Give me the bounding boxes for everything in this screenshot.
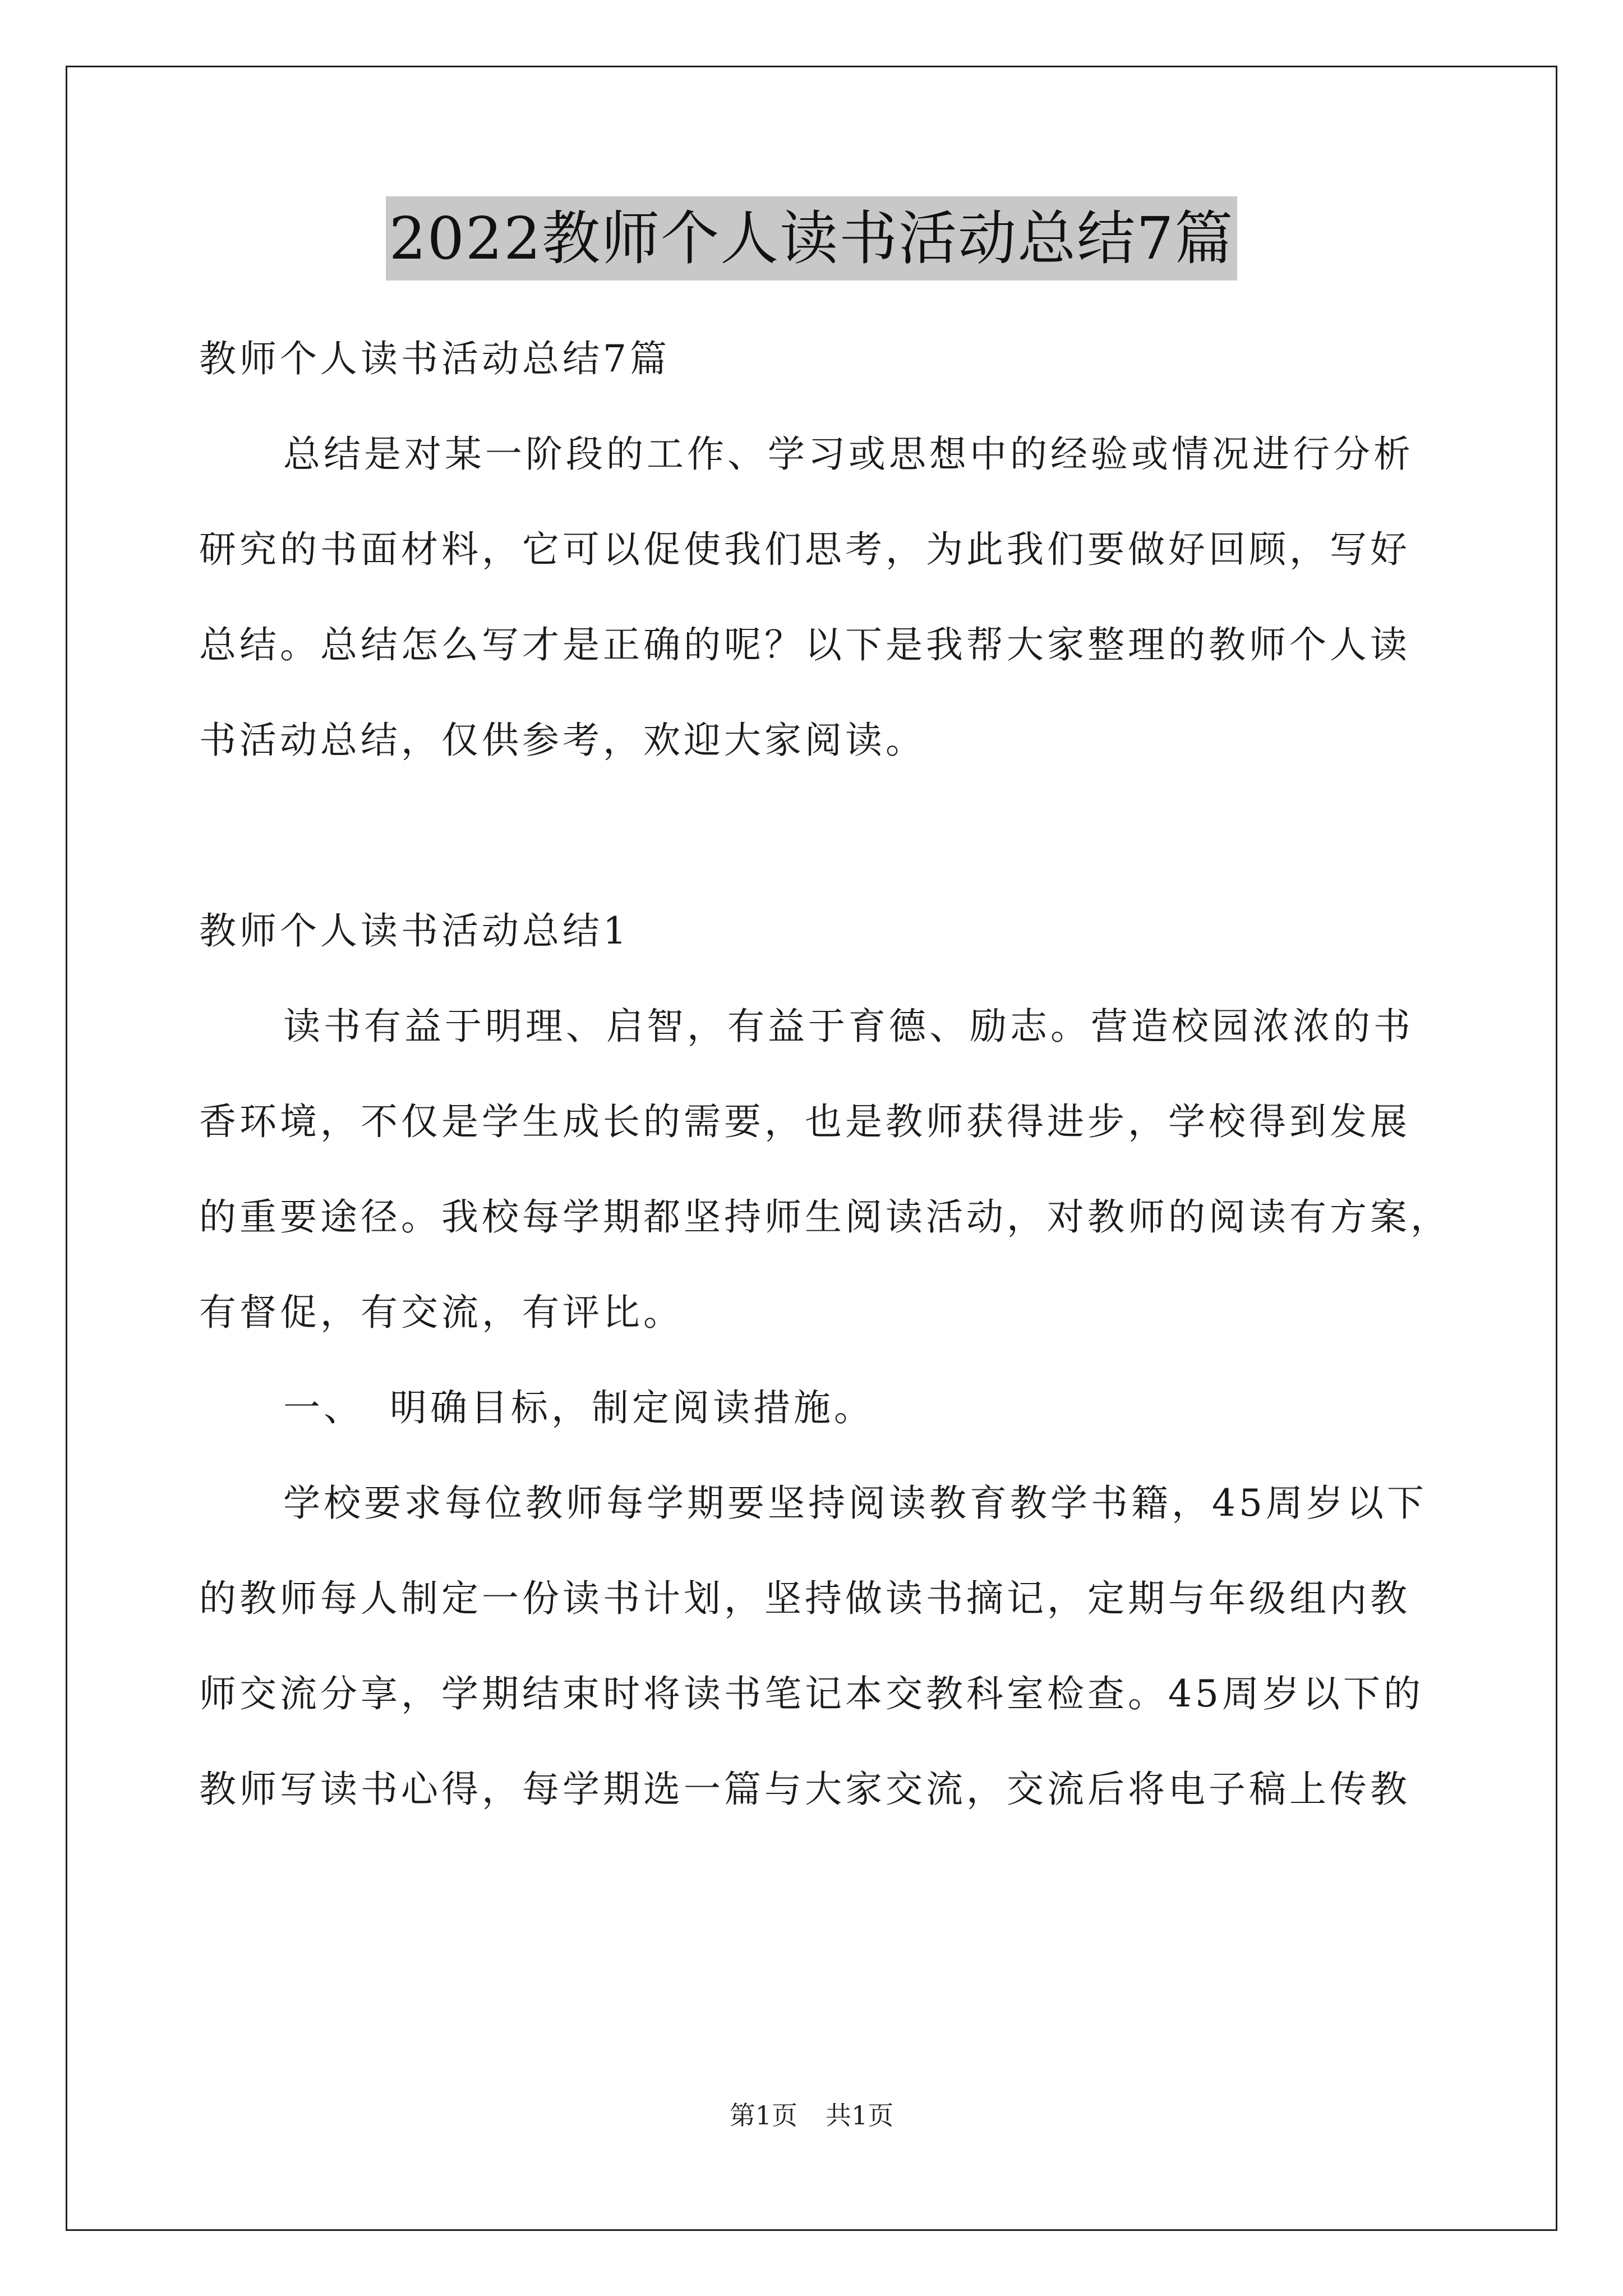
intro-line: 总结是对某一阶段的工作、学习或思想中的经验或情况进行分析: [283, 432, 1414, 476]
intro-line: 书活动总结，仅供参考，欢迎大家阅读。: [199, 719, 926, 762]
page-number: 第1页: [729, 2100, 797, 2131]
subtitle: 教师个人读书活动总结7篇: [199, 337, 670, 380]
paragraph-line: 学校要求每位教师每学期要坚持阅读教育教学书籍，45周岁以下: [283, 1481, 1427, 1525]
page-footer: [0, 2095, 1623, 2132]
section-heading: 教师个人读书活动总结1: [199, 909, 630, 953]
paragraph-line: 教师写读书心得，每学期选一篇与大家交流，交流后将电子稿上传教: [199, 1768, 1410, 1811]
document-body: [199, 311, 1461, 1837]
paragraph-line: 的教师每人制定一份读书计划，坚持做读书摘记，定期与年级组内教: [199, 1577, 1410, 1620]
paragraph-line: 师交流分享，学期结束时将读书笔记本交教科室检查。45周岁以下的: [199, 1672, 1424, 1715]
list-item-heading: [199, 1360, 1461, 1456]
paragraph-line: 香环境，不仅是学生成长的需要，也是教师获得进步，学校得到发展: [199, 1100, 1410, 1143]
document-title: 2022教师个人读书活动总结7篇: [386, 196, 1238, 280]
paragraph-line: 读书有益于明理、启智，有益于育德、励志。营造校园浓浓的书: [283, 1005, 1414, 1048]
list-item-text: 明确目标，制定阅读措施。: [390, 1386, 874, 1429]
list-item-number: 一、: [283, 1386, 364, 1429]
intro-line: 总结。总结怎么写才是正确的呢？以下是我帮大家整理的教师个人读: [199, 623, 1410, 666]
intro-line: 研究的书面材料，它可以促使我们思考，为此我们要做好回顾，写好: [199, 528, 1410, 571]
page-total: 共1页: [826, 2100, 894, 2131]
title-container: [0, 196, 1623, 280]
paragraph-line: 有督促，有交流，有评比。: [199, 1291, 684, 1334]
paragraph-line: 的重要途径。我校每学期都坚持师生阅读活动，对教师的阅读有方案，: [199, 1195, 1451, 1239]
